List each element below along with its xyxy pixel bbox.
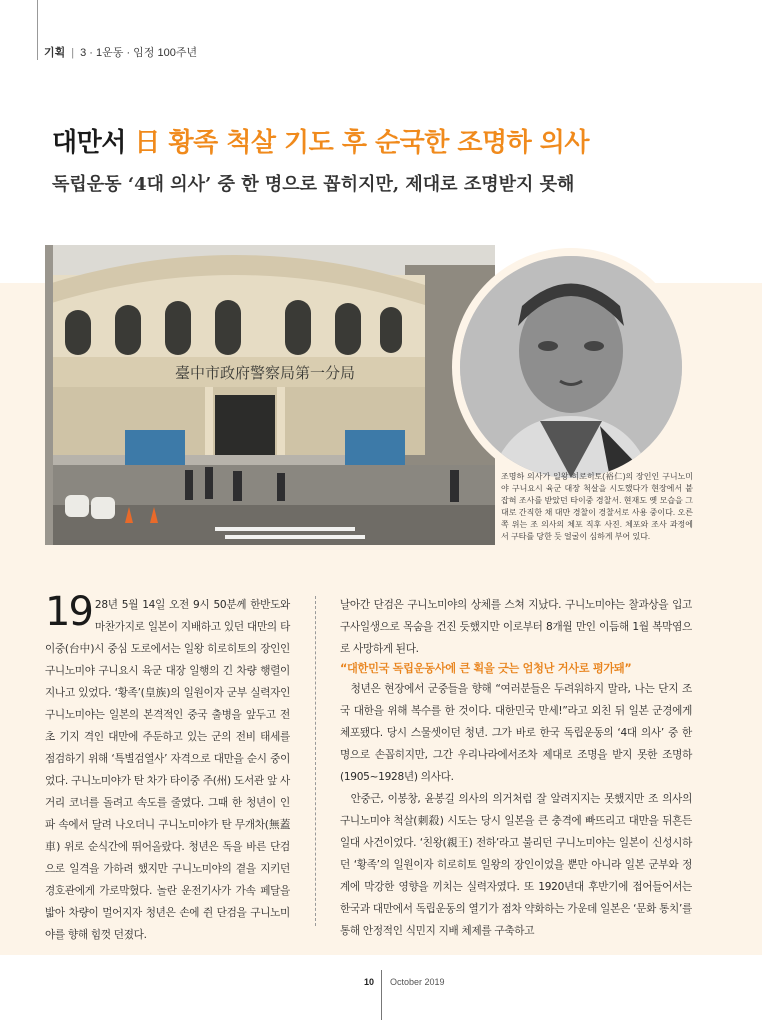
- cho-myung-ha-portrait: [460, 256, 682, 478]
- headline: [52, 122, 589, 159]
- headline-dark: 대만서: [52, 128, 126, 158]
- body-paragraph-1: 청년은 현장에서 군중들을 향해 “여러분들은 두려워하지 말라, 나는 단지 조국 대한을 위해 복수를 한 것이다. 대한민국 만세!”라고 외친 뒤 일본 군경에게 체포됐다. 당시 스물셋이던 청년. 그가 바로 한국 독립운동의 ‘4대 의사’ 중 한 명으로 손꼽히지만, 그간 우리나라에서조차 제대로 조명을 받지 못한 조명하(1905~1928년) 의사다.: [340, 683, 692, 783]
- station-sign-text: 臺中市政府警察局第一分局: [175, 364, 356, 382]
- footer-rule: [381, 970, 382, 1020]
- column-divider: [315, 596, 316, 926]
- subheadline: 독립운동 ‘4대 의사’ 중 한 명으로 꼽히지만, 제대로 조명받지 못해: [52, 174, 575, 195]
- body-text-left: 28년 5월 14일 오전 9시 50분께 한반도와 마찬가지로 일본이 지배하고 있던 대만의 타이중(台中)시 중심 도로에서는 일왕 히로히토의 장인인 구니노미야 구니요시 육군 대장 일행의 긴 차량 행렬이 지나고 있었다. ‘황족’(皇族)의 일원이자 군부 실력자인 구니노미야는 일본의 본격적인 중국 출병을 앞두고 전초 기지 격인 대만에 주둔하고 있는 군의 전비 태세를 점검하기 위해 ‘특별검열사’ 자격으로 대만을 순시 중이었다. 구니노미야가 탄 차가 타이중 주(州) 도서관 앞 사거리 코너를 돌려고 속도를 줄였다. 그때 한 청년이 인파 속에서 달려 나오더니 구니노미야가 탄 무개차(無蓋車) 위로 순식간에 뛰어올랐다. 청년은 독을 바른 단검으로 일격을 가하려 했지만 구니노미야의 곁을 지키던 경호관에게 가로막혔다. 놀란 운전기사가 가속 페달을 밟아 차량이 멀어지자 청년은 손에 쥔 단검을 구니노미야를 향해 힘껏 던졌다.: [45, 599, 290, 941]
- dropcap: 19: [45, 589, 92, 635]
- body-column-left: [45, 589, 290, 946]
- body-text-right-intro: 날아간 단검은 구니노미야의 상체를 스쳐 지났다. 구니노미야는 찰과상을 입고 구사일생으로 목숨을 건진 듯했지만 이로부터 8개월 만인 이듬해 1월 복막염으로 사망하게 된다.: [340, 599, 692, 655]
- section-label: 기획 | 3 · 1운동 · 임정 100주년: [44, 47, 198, 59]
- body-column-right: [340, 594, 692, 942]
- page-number: 10: [364, 977, 375, 987]
- body-paragraph-2: 안중근, 이봉창, 윤봉길 의사의 의거처럼 잘 알려지지는 못했지만 조 의사의 구니노미야 척살(刺殺) 시도는 당시 일본을 큰 충격에 빠뜨리고 대만을 뒤흔든 일대 사건이었다. ‘친왕(親王) 전하’라고 불리던 구니노미야는 일본이 신성시하던 ‘황족’의 일원이자 히로히토 일왕의 장인이었을 뿐만 아니라 일본 군부와 정계에 막강한 영향을 끼치는 실력자였다. 또 1920년대 후반기에 접어들어서는 한국과 대만에서 독립운동의 열기가 점차 약화하는 가운데 일본은 ‘문화 통치’를 통해 안정적인 식민지 지배 체제를 구축하고: [340, 793, 692, 937]
- section-name: 기획: [44, 47, 66, 59]
- photo-caption: 조명하 의사가 일왕 히로히토(裕仁)의 장인인 구니노미야 구니요시 육군 대장 척살을 시도했다가 현장에서 붙잡혀 조사를 받았던 타이중 경찰서. 현재도 옛 모습을 그대로 간직한 채 대만 경찰이 경찰서로 사용 중이다. 오른쪽 위는 조 의사의 체포 직후 사진. 체포와 조사 과정에서 구타를 당한 듯 얼굴이 심하게 부어 있다.: [501, 472, 693, 541]
- page-footer: [0, 970, 762, 1000]
- top-rule: [37, 0, 38, 60]
- issue-date: October 2019: [390, 977, 445, 987]
- headline-accent: 日 황족 척살 기도 후 순국한 조명하 의사: [134, 128, 590, 158]
- section-topic: 3 · 1운동 · 임정 100주년: [80, 47, 198, 59]
- police-station-photo: [45, 245, 495, 545]
- pull-heading: “대한민국 독립운동사에 큰 획을 긋는 엄청난 거사로 평가돼”: [340, 662, 632, 675]
